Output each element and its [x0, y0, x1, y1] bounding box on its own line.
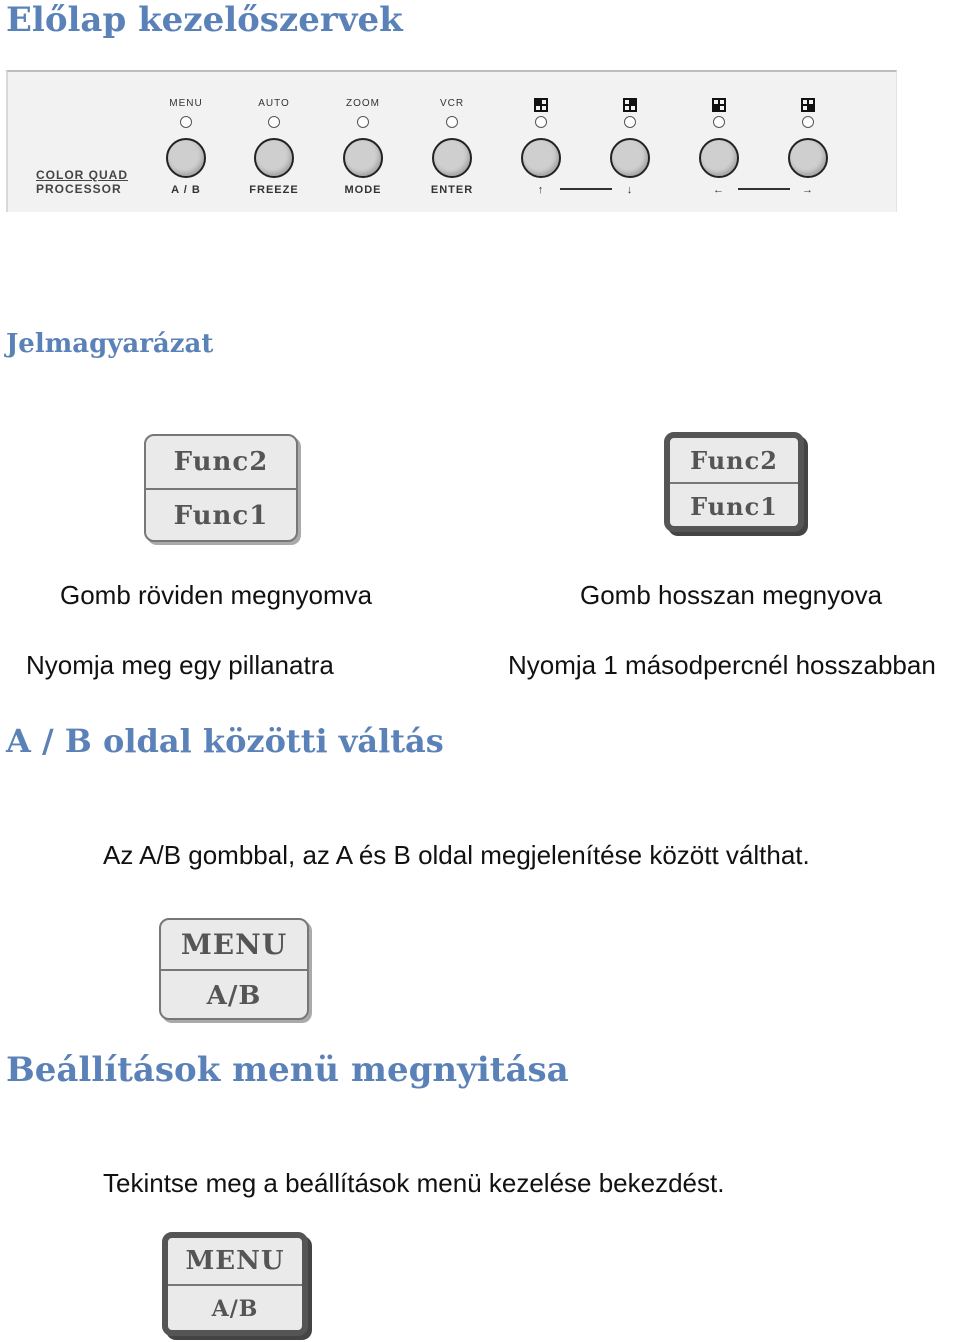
long-press-desc: Nyomja 1 másodpercnél hosszabban	[508, 650, 936, 680]
left-arrow-icon: ←	[713, 184, 725, 196]
panel-button-menu-ab[interactable]: MENU A / B	[146, 98, 226, 198]
button-knob[interactable]	[166, 138, 206, 178]
front-panel	[6, 70, 897, 212]
panel-button-zoom-mode[interactable]: ZOOM MODE	[344, 98, 382, 196]
button-knob[interactable]	[254, 138, 294, 178]
led-indicator	[268, 116, 280, 128]
quad-screen-icon	[712, 98, 726, 112]
key-short-press: Func2 Func1	[144, 434, 298, 542]
button-knob[interactable]	[521, 138, 561, 178]
key-menu-ab: MENU A/B	[159, 918, 309, 1020]
led-indicator	[713, 116, 725, 128]
short-press-desc: Nyomja meg egy pillanatra	[26, 650, 334, 680]
settings-menu-text: Tekintse meg a beállítások menü kezelése bekezdést.	[103, 1168, 725, 1198]
button-knob[interactable]	[343, 138, 383, 178]
brand-label: COLOR QUAD PROCESSOR	[36, 168, 128, 196]
ab-switch-text: Az A/B gombbal, az A és B oldal megjelenítése között válthat.	[103, 840, 810, 870]
quad-screen-icon	[801, 98, 815, 112]
page-title: Előlap kezelőszervek	[6, 0, 403, 40]
settings-menu-heading: Beállítások menü megnyitása	[6, 1050, 569, 1090]
short-press-title: Gomb röviden megnyomva	[60, 580, 373, 610]
panel-button-quad-4-right[interactable]	[768, 98, 848, 198]
panel-button-auto-freeze[interactable]: AUTO FREEZE	[249, 98, 299, 196]
long-press-title: Gomb hosszan megnyova	[580, 580, 883, 610]
panel-button-quad-2-down[interactable]	[590, 98, 670, 198]
button-knob[interactable]	[788, 138, 828, 178]
panel-button-quad-1-up[interactable]	[501, 98, 581, 198]
arrow-connector-line	[738, 188, 790, 190]
legend-heading: Jelmagyarázat	[6, 329, 214, 359]
right-arrow-icon: →	[802, 184, 814, 196]
up-arrow-icon: ↑	[537, 184, 545, 196]
led-indicator	[624, 116, 636, 128]
down-arrow-icon: ↓	[626, 184, 634, 196]
led-indicator	[802, 116, 814, 128]
quad-screen-icon	[534, 98, 548, 112]
ab-switch-heading: A / B oldal közötti váltás	[6, 722, 444, 760]
panel-button-vcr-enter[interactable]: VCR ENTER	[430, 98, 474, 196]
led-indicator	[357, 116, 369, 128]
led-indicator	[446, 116, 458, 128]
panel-button-quad-3-left[interactable]	[679, 98, 759, 198]
quad-screen-icon	[623, 98, 637, 112]
button-knob[interactable]	[432, 138, 472, 178]
led-indicator	[180, 116, 192, 128]
key-menu-long-press: MENU A/B	[162, 1232, 308, 1336]
button-knob[interactable]	[610, 138, 650, 178]
button-knob[interactable]	[699, 138, 739, 178]
key-long-press: Func2 Func1	[664, 432, 804, 532]
led-indicator	[535, 116, 547, 128]
arrow-connector-line	[560, 188, 612, 190]
